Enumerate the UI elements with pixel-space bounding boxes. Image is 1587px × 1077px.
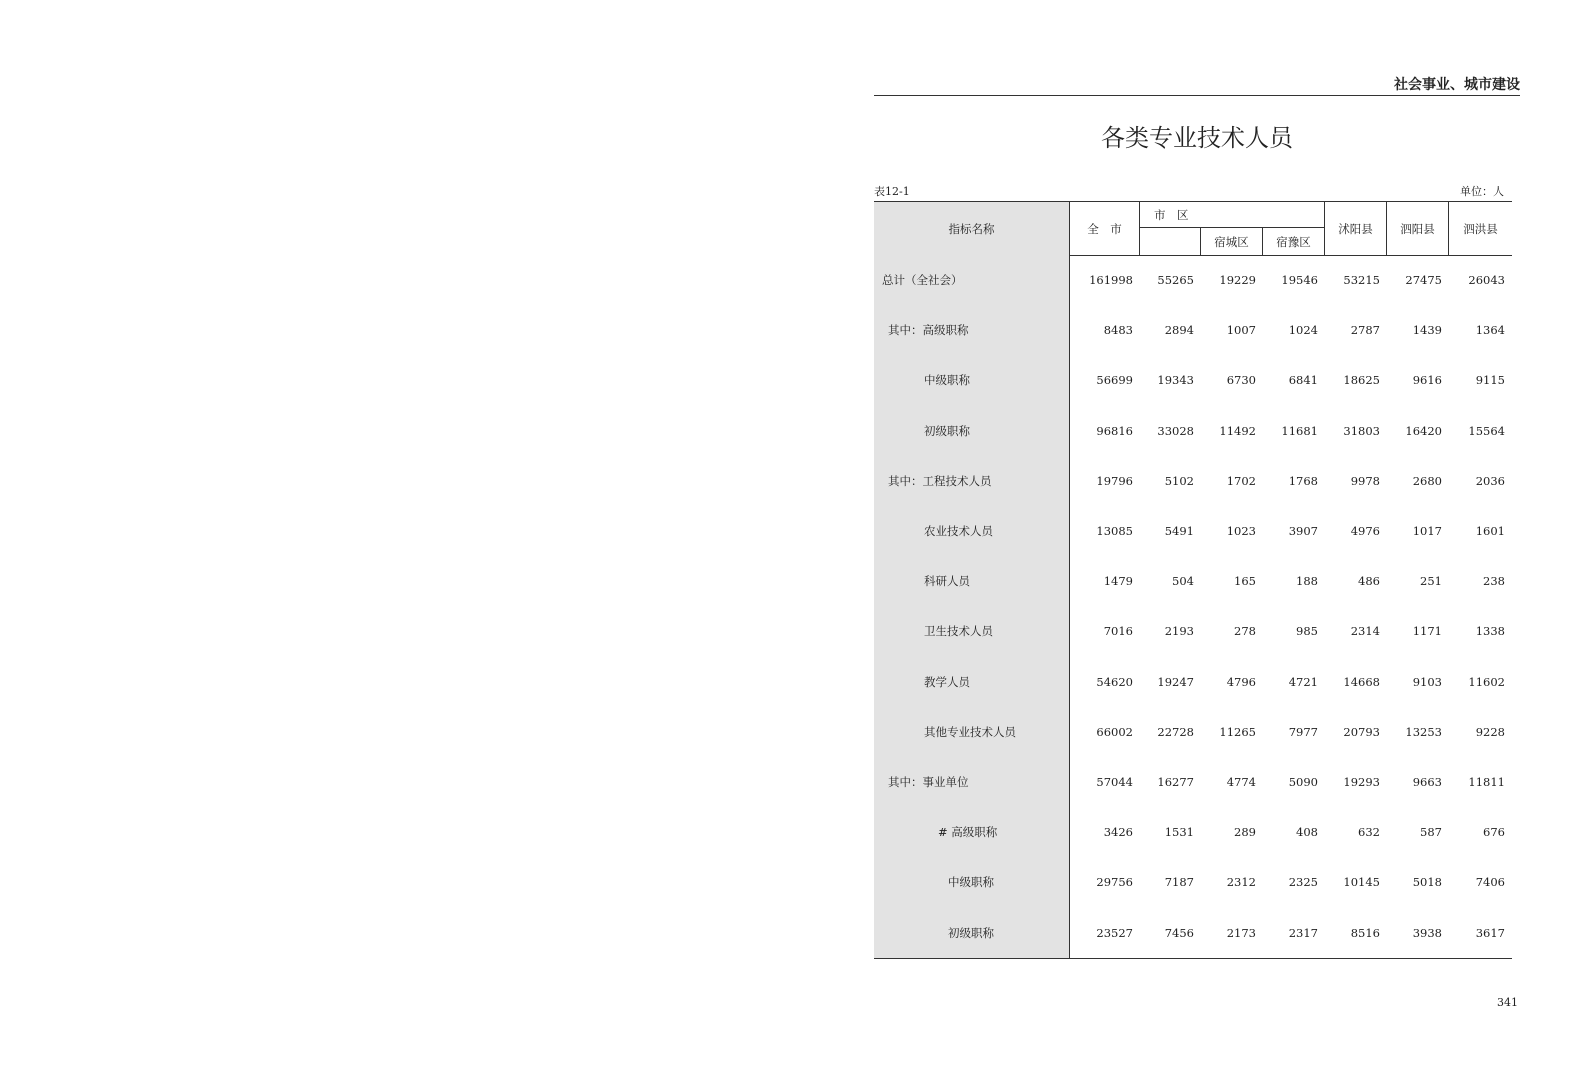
table-cell: 23527 bbox=[1096, 925, 1133, 940]
row-label: 教学人员 bbox=[874, 657, 1070, 707]
table-cell: 5102 bbox=[1164, 473, 1194, 488]
row-label: 总计（全社会） bbox=[874, 255, 1070, 305]
table-cell: 486 bbox=[1358, 574, 1380, 589]
table-cell: 57044 bbox=[1096, 774, 1133, 789]
header-suchengqu: 宿城区 bbox=[1201, 228, 1263, 255]
table-cell: 15564 bbox=[1468, 423, 1505, 438]
table-cell: 96816 bbox=[1096, 423, 1133, 438]
table-cell: 6730 bbox=[1226, 373, 1256, 388]
table-cell: 16277 bbox=[1157, 774, 1194, 789]
header-sihong: 泗洪县 bbox=[1463, 221, 1498, 236]
table-header bbox=[874, 201, 1512, 256]
table-cell: 2325 bbox=[1288, 875, 1318, 890]
table-cell: 31803 bbox=[1343, 423, 1380, 438]
unit-label: 单位：人 bbox=[1460, 185, 1504, 198]
row-label: 其中：事业单位 bbox=[874, 757, 1070, 807]
table-cell: 19293 bbox=[1343, 774, 1380, 789]
table-cell: 13085 bbox=[1096, 524, 1133, 539]
table-cell: 4774 bbox=[1226, 774, 1256, 789]
table-cell: 985 bbox=[1296, 624, 1318, 639]
table-cell: 1007 bbox=[1226, 323, 1256, 338]
table-cell: 2680 bbox=[1412, 473, 1442, 488]
row-label: 农业技术人员 bbox=[874, 506, 1070, 556]
table-cell: 10145 bbox=[1343, 875, 1380, 890]
table-cell: 2173 bbox=[1226, 925, 1256, 940]
section-header: 社会事业、城市建设 bbox=[1394, 77, 1520, 93]
table-cell: 1479 bbox=[1103, 574, 1133, 589]
table-cell: 11602 bbox=[1468, 674, 1505, 689]
table-cell: 4796 bbox=[1226, 674, 1256, 689]
table-cell: 3907 bbox=[1288, 524, 1318, 539]
table-cell: 9115 bbox=[1475, 373, 1505, 388]
table-cell: 1023 bbox=[1226, 524, 1256, 539]
table-cell: 8483 bbox=[1103, 323, 1133, 338]
page-title: 各类专业技术人员 bbox=[1101, 124, 1293, 152]
row-label: 其中：高级职称 bbox=[874, 305, 1070, 355]
table-cell: 11492 bbox=[1219, 423, 1256, 438]
row-label: # 高级职称 bbox=[874, 807, 1070, 857]
table-cell: 14668 bbox=[1343, 674, 1380, 689]
header-suyuqu: 宿豫区 bbox=[1263, 228, 1325, 255]
table-cell: 2036 bbox=[1475, 473, 1505, 488]
table-cell: 2317 bbox=[1288, 925, 1318, 940]
table-cell: 1702 bbox=[1226, 473, 1256, 488]
row-label: 初级职称 bbox=[874, 907, 1070, 957]
table-cell: 3426 bbox=[1103, 825, 1133, 840]
table-cell: 1531 bbox=[1164, 825, 1194, 840]
table-cell: 587 bbox=[1420, 825, 1442, 840]
header-rule bbox=[874, 95, 1520, 96]
table-cell: 4976 bbox=[1350, 524, 1380, 539]
table-cell: 19796 bbox=[1096, 473, 1133, 488]
table-cell: 5491 bbox=[1164, 524, 1194, 539]
table-cell: 238 bbox=[1483, 574, 1505, 589]
table-cell: 2193 bbox=[1164, 624, 1194, 639]
table-cell: 1017 bbox=[1412, 524, 1442, 539]
table-cell: 165 bbox=[1234, 574, 1256, 589]
table-cell: 1024 bbox=[1288, 323, 1318, 338]
header-shuyang: 沭阳县 bbox=[1325, 202, 1387, 255]
table-cell: 4721 bbox=[1288, 674, 1318, 689]
row-label: 科研人员 bbox=[874, 556, 1070, 606]
table-number: 表12-1 bbox=[874, 185, 910, 198]
table-cell: 22728 bbox=[1157, 724, 1194, 739]
table-cell: 632 bbox=[1358, 825, 1380, 840]
table-cell: 1439 bbox=[1412, 323, 1442, 338]
header-urban: 市 区 bbox=[1140, 202, 1325, 228]
table-cell: 3938 bbox=[1412, 925, 1442, 940]
table-cell: 504 bbox=[1172, 574, 1194, 589]
row-label: 卫生技术人员 bbox=[874, 606, 1070, 656]
table-cell: 6841 bbox=[1288, 373, 1318, 388]
table-cell: 7016 bbox=[1103, 624, 1133, 639]
table-cell: 29756 bbox=[1096, 875, 1133, 890]
table-cell: 53215 bbox=[1343, 273, 1380, 288]
table-cell: 278 bbox=[1234, 624, 1256, 639]
table-cell: 5018 bbox=[1412, 875, 1442, 890]
table-cell: 7456 bbox=[1164, 925, 1194, 940]
table-cell: 7406 bbox=[1475, 875, 1505, 890]
table-cell: 66002 bbox=[1096, 724, 1133, 739]
table-body bbox=[874, 255, 1512, 959]
table-cell: 188 bbox=[1296, 574, 1318, 589]
row-label: 初级职称 bbox=[874, 406, 1070, 456]
header-siyang: 泗阳县 bbox=[1387, 202, 1449, 255]
header-indicator-name: 指标名称 bbox=[874, 202, 1070, 255]
table-cell: 26043 bbox=[1468, 273, 1505, 288]
table-cell: 9228 bbox=[1475, 724, 1505, 739]
table-cell: 3617 bbox=[1475, 925, 1505, 940]
table-cell: 33028 bbox=[1157, 423, 1194, 438]
table-cell: 19229 bbox=[1219, 273, 1256, 288]
table-cell: 8516 bbox=[1350, 925, 1380, 940]
table-cell: 19343 bbox=[1157, 373, 1194, 388]
table-cell: 2787 bbox=[1350, 323, 1380, 338]
table-cell: 27475 bbox=[1405, 273, 1442, 288]
table-cell: 2312 bbox=[1226, 875, 1256, 890]
table-cell: 408 bbox=[1296, 825, 1318, 840]
table-cell: 13253 bbox=[1405, 724, 1442, 739]
table-cell: 9616 bbox=[1412, 373, 1442, 388]
table-cell: 9103 bbox=[1412, 674, 1442, 689]
table-cell: 9663 bbox=[1412, 774, 1442, 789]
table-cell: 19247 bbox=[1157, 674, 1194, 689]
table-cell: 5090 bbox=[1288, 774, 1318, 789]
page-number: 341 bbox=[1497, 996, 1518, 1009]
table-cell: 161998 bbox=[1089, 273, 1133, 288]
table-cell: 20793 bbox=[1343, 724, 1380, 739]
table-cell: 18625 bbox=[1343, 373, 1380, 388]
table-cell: 289 bbox=[1234, 825, 1256, 840]
table-cell: 1364 bbox=[1475, 323, 1505, 338]
table-cell: 7977 bbox=[1288, 724, 1318, 739]
row-label: 中级职称 bbox=[874, 857, 1070, 907]
table-cell: 2314 bbox=[1350, 624, 1380, 639]
table-cell: 1768 bbox=[1288, 473, 1318, 488]
table-cell: 251 bbox=[1420, 574, 1442, 589]
header-city: 全 市 bbox=[1070, 202, 1140, 255]
table-cell: 11681 bbox=[1281, 423, 1318, 438]
table-cell: 1601 bbox=[1475, 524, 1505, 539]
table-cell: 54620 bbox=[1096, 674, 1133, 689]
table-cell: 11811 bbox=[1468, 774, 1505, 789]
table-cell: 2894 bbox=[1164, 323, 1194, 338]
header-urban-blank bbox=[1140, 228, 1201, 255]
table-cell: 55265 bbox=[1157, 273, 1194, 288]
table-cell: 11265 bbox=[1219, 724, 1256, 739]
table-cell: 19546 bbox=[1281, 273, 1318, 288]
table-cell: 9978 bbox=[1350, 473, 1380, 488]
table-cell: 1338 bbox=[1475, 624, 1505, 639]
row-label: 其中：工程技术人员 bbox=[874, 456, 1070, 506]
row-label: 其他专业技术人员 bbox=[874, 707, 1070, 757]
table-cell: 16420 bbox=[1405, 423, 1442, 438]
table-cell: 676 bbox=[1483, 825, 1505, 840]
row-label: 中级职称 bbox=[874, 355, 1070, 405]
table-cell: 56699 bbox=[1096, 373, 1133, 388]
table-cell: 1171 bbox=[1412, 624, 1442, 639]
table-cell: 7187 bbox=[1164, 875, 1194, 890]
